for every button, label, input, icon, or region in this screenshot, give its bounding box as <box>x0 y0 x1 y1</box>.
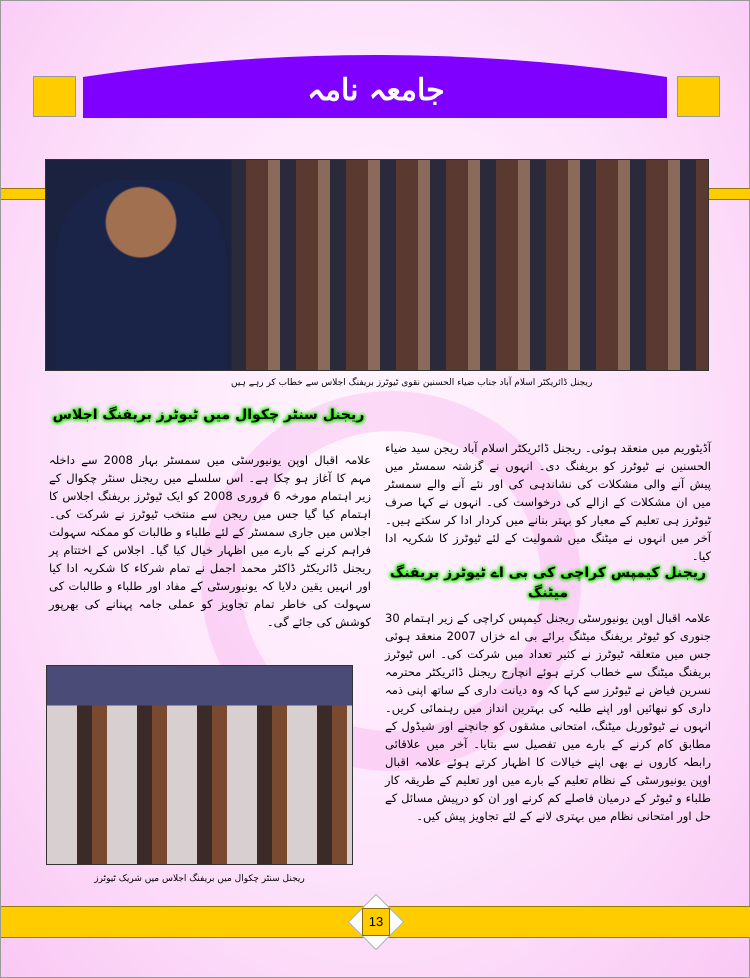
page-number: 13 <box>362 908 390 936</box>
chakwal-heading: ریجنل سنٹر چکوال میں ٹیوٹرز بریفنگ اجلاس <box>52 407 365 423</box>
photo-chakwal-tutors <box>46 665 353 865</box>
page-title: جامعہ نامہ <box>307 73 445 108</box>
chakwal-text: علامہ اقبال اوپن یونیورسٹی میں سمسٹر بہار 2008 سے داخلہ مہم کا آغاز ہو چکا ہے۔ اس سلسلے میں ریجنل سنٹر چکوال کے زیر اہتمام مورخہ 6 فروری 2008 کو ایک ٹیوٹرز بریفنگ اجلاس کا اہتمام کیا گیا جس میں ریجن سے منتخب ٹیوٹرز نے شرکت کی۔ اجلاس میں جاری سمسٹر کے لئے طلباء و طالبات کو ممکنہ سہولت فراہم کرنے کے بارے میں اظہار خیال کیا گیا۔ اجلاس کے اختتام پر ریجنل ڈائریکٹر ڈاکٹر محمد اجمل نے تمام شرکاء کا شکریہ ادا کیا اور انہیں یقین دلایا کہ یونیورسٹی کے مفاد اور طلباء و طالبات کی سہولت کی خاطر تمام تجاویز کو عملی جامہ پہنانے کی بھرپور کوشش کی جائے گی۔ <box>49 453 372 629</box>
photo1-caption: ریجنل ڈائریکٹر اسلام آباد جناب ضیاء الحسنین نقوی ٹیوٹرز بریفنگ اجلاس سے خطاب کر رہے ہیں <box>231 378 593 388</box>
photo2-caption: ریجنل سنٹر چکوال میں بریفنگ اجلاس میں شریک ٹیوٹرز <box>94 874 305 884</box>
karachi-heading: ریجنل کیمپس کراچی کی بی اے ٹیوٹرز بریفنگ میٹنگ <box>389 565 707 601</box>
karachi-text: علامہ اقبال اوپن یونیورسٹی ریجنل کیمپس کراچی کے زیر اہتمام 30 جنوری کو ٹیوٹر بریفنگ میٹنگ برائے بی اے خزاں 2007 منعقد ہوئی جس میں متعلقہ ٹیوٹرز نے کثیر تعداد میں شرکت کی۔ اس ٹیوٹرز بریفنگ میٹنگ سے خطاب کرتے ہوئے انچارج ریجنل ڈائریکٹر محترمہ نسرین فیاض نے ٹیوٹرز سے کہا کہ وہ دیانت داری کے ساتھ اپنی ذمہ داری کو نبھائیں اور اپنے طلبہ کی بہترین انداز میں رہنمائی کریں۔ انہوں نے ٹیوٹوریل میٹنگ، امتحانی مشقوں کو جانچنے اور شیڈول کے مطابق کام کرنے کے بارے میں تفصیل سے بتایا۔ آخر میں علاقائی رابطہ کاروں نے بھی اپنے خیالات کا اظہار کرتے ہوئے علامہ اقبال اوپن یونیورسٹی کے نظام تعلیم کے بارے میں اور تعلیم کے طریقہ کار طلباء و ٹیوٹر کے درمیان فاصلے کم کرنے اور ان کو درپیش مسائل کے حل اور امتحانی نظام میں بہتری لانے کے لئے تجاویز پیش کیں۔ <box>385 611 712 823</box>
article-right-top: آڈیٹوریم میں منعقد ہوئی۔ ریجنل ڈائریکٹر اسلام آباد ریجن سید ضیاء الحسنین نے ٹیوٹرز کو بریفنگ دی۔ انہوں نے گزشتہ سمسٹر میں پیش آنے والی مشکلات کی نشاندہی کی اور نئے آنے والے سمسٹر میں ان مشکلات کے ازالے کی درخواست کی۔ انہوں نے کہا صرف ٹیوٹرز ہی تعلیم کے معیار کو بہتر بنانے میں کردار ادا کر سکتے ہیں۔ آخر میں انہوں نے میٹنگ میں شمولیت کے لئے ٹیوٹرز کا شکریہ ادا کیا۔ <box>385 441 711 563</box>
photo-islamabad-briefing <box>45 159 709 371</box>
speaker-figure <box>56 180 226 371</box>
